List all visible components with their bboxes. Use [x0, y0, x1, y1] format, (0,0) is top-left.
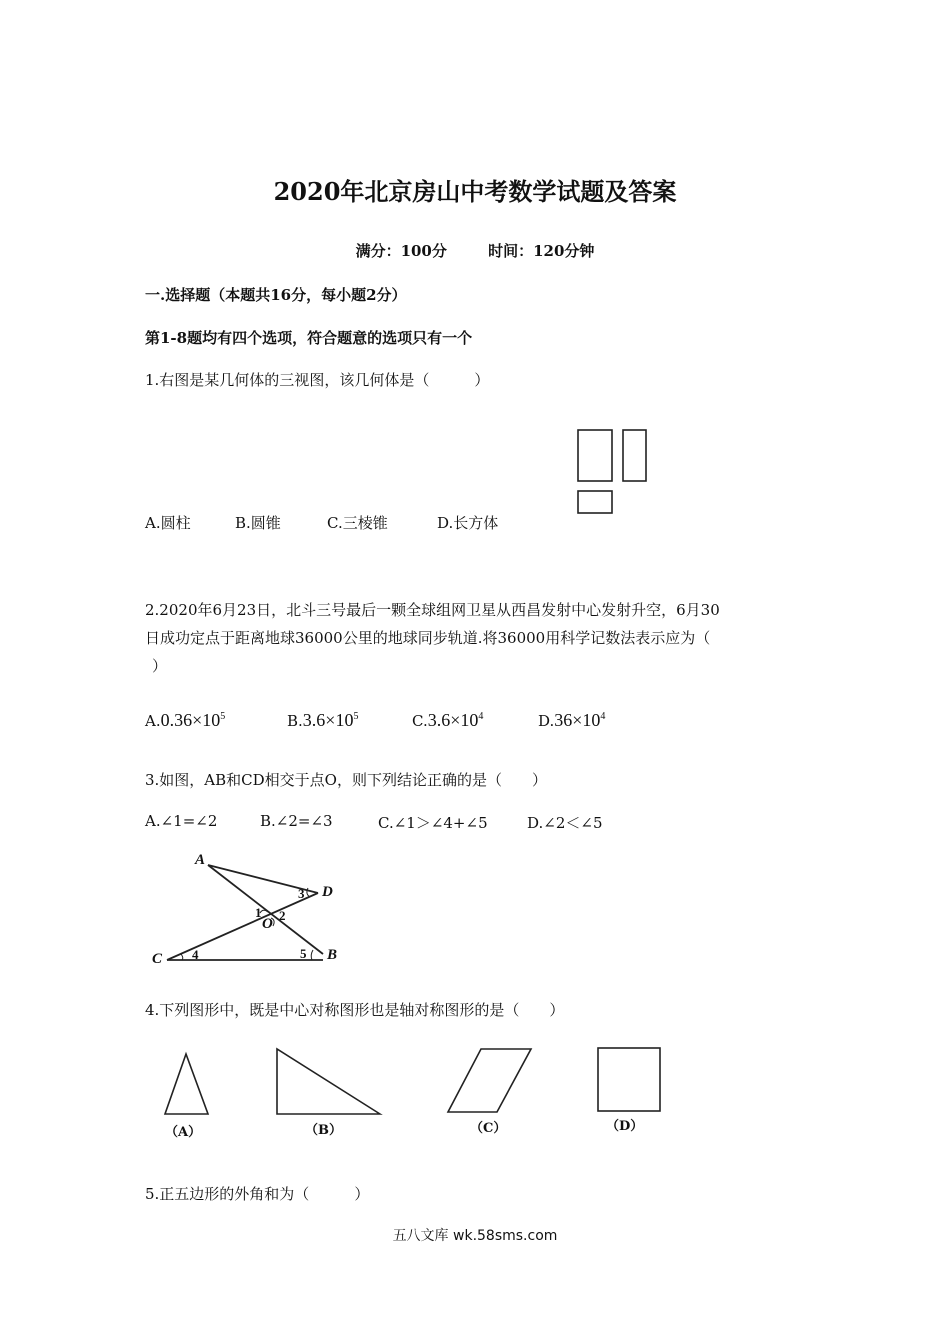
question-3-text: 3.如图，AB和CD相交于点O，则下列结论正确的是（ ） [145, 771, 547, 789]
front-view-rect [578, 430, 612, 481]
question-4-text: 4.下列图形中，既是中心对称图形也是轴对称图形的是（ ） [145, 1001, 565, 1019]
q2-option-b [287, 710, 358, 731]
q3-option-d: D.∠2＜∠5 [527, 814, 603, 832]
exam-meta [0, 240, 950, 261]
segment-ab [208, 865, 323, 954]
shape-c-parallelogram [448, 1049, 531, 1112]
point-d-label: D [322, 884, 333, 900]
q2-option-d-label: D. [538, 712, 555, 730]
angle-1-label: 1 [255, 905, 262, 920]
shape-d-square [598, 1048, 660, 1111]
point-b-label: B [327, 947, 338, 963]
q2-option-c [412, 710, 483, 731]
point-c-label: C [152, 951, 163, 967]
intersecting-lines-figure [145, 850, 355, 972]
q2-option-a-exp: 5 [220, 711, 226, 722]
q1-option-a: A.圆柱 [145, 514, 191, 532]
shape-a-triangle [165, 1054, 208, 1114]
q3-option-a: A.∠1=∠2 [145, 812, 218, 830]
footer-watermark: 五八文库 wk.58sms.com [392, 1228, 558, 1244]
q2-option-c-math [428, 710, 484, 730]
q2-option-a [145, 710, 225, 731]
exam-score: 满分：100分 [355, 242, 447, 260]
q4-shapes-figure [150, 1040, 680, 1120]
angle-5-arc [311, 950, 313, 960]
q2-option-a-math [161, 710, 226, 730]
q2-option-d-exp: 4 [600, 711, 606, 722]
q1-option-c: C.三棱锥 [327, 514, 388, 532]
q3-option-b: B.∠2=∠3 [260, 812, 333, 830]
side-view-rect [623, 430, 646, 481]
segment-cd [167, 893, 318, 960]
question-2-line1: 2.2020年6月23日，北斗三号最后一颗全球组网卫星从西昌发射中心发射升空，6月30 [145, 601, 720, 619]
exam-time: 时间：120分钟 [488, 242, 595, 260]
q1-option-d: D.长方体 [437, 514, 499, 532]
point-o-label: O [262, 916, 273, 932]
shape-b-label: （B） [305, 1123, 342, 1138]
q2-option-b-math [303, 710, 359, 730]
q2-option-c-exp: 4 [478, 711, 484, 722]
q2-option-a-label: A. [145, 712, 161, 730]
shape-b-right-triangle [277, 1049, 380, 1114]
page-title: 2020年北京房山中考数学试题及答案 [273, 177, 677, 206]
top-view-rect [578, 491, 612, 513]
intersecting-lines-svg [145, 850, 355, 972]
section-note: 第1-8题均有四个选项，符合题意的选项只有一个 [145, 329, 473, 347]
q1-option-b: B.圆锥 [235, 514, 281, 532]
q2-option-b-label: B. [287, 712, 303, 730]
shape-a-label: （A） [165, 1125, 202, 1140]
q2-option-c-base: 3.6×10 [427, 710, 479, 730]
section-heading: 一.选择题（本题共16分，每小题2分） [145, 286, 407, 304]
question-5-text: 5.正五边形的外角和为（ ） [145, 1185, 370, 1203]
angle-3-label: 3 [298, 886, 305, 901]
q2-option-a-base: 0.36×10 [160, 710, 221, 730]
angle-3-arc [307, 888, 310, 897]
q2-option-c-label: C. [412, 712, 428, 730]
point-a-label: A [195, 852, 206, 868]
q2-option-d-math [554, 710, 605, 730]
three-view-figure [572, 423, 654, 519]
q2-option-b-base: 3.6×10 [302, 710, 354, 730]
angle-4-arc [181, 954, 183, 960]
q2-option-d [538, 710, 605, 731]
q2-option-d-base: 36×10 [554, 710, 601, 730]
q3-option-c: C.∠1＞∠4+∠5 [378, 814, 488, 832]
shape-c-label: （C） [470, 1121, 507, 1136]
question-2-line2: 日成功定点于距离地球36000公里的地球同步轨道.将36000用科学记数法表示应为（ [145, 629, 711, 647]
angle-2-label: 2 [279, 908, 286, 923]
angle-4-label: 4 [192, 947, 199, 962]
q2-option-b-exp: 5 [353, 711, 359, 722]
question-2-line3: ） [152, 657, 168, 675]
question-1-text: 1.右图是某几何体的三视图，该几何体是（ ） [145, 371, 490, 389]
shape-d-label: （D） [606, 1119, 644, 1134]
angle-5-label: 5 [300, 946, 307, 961]
